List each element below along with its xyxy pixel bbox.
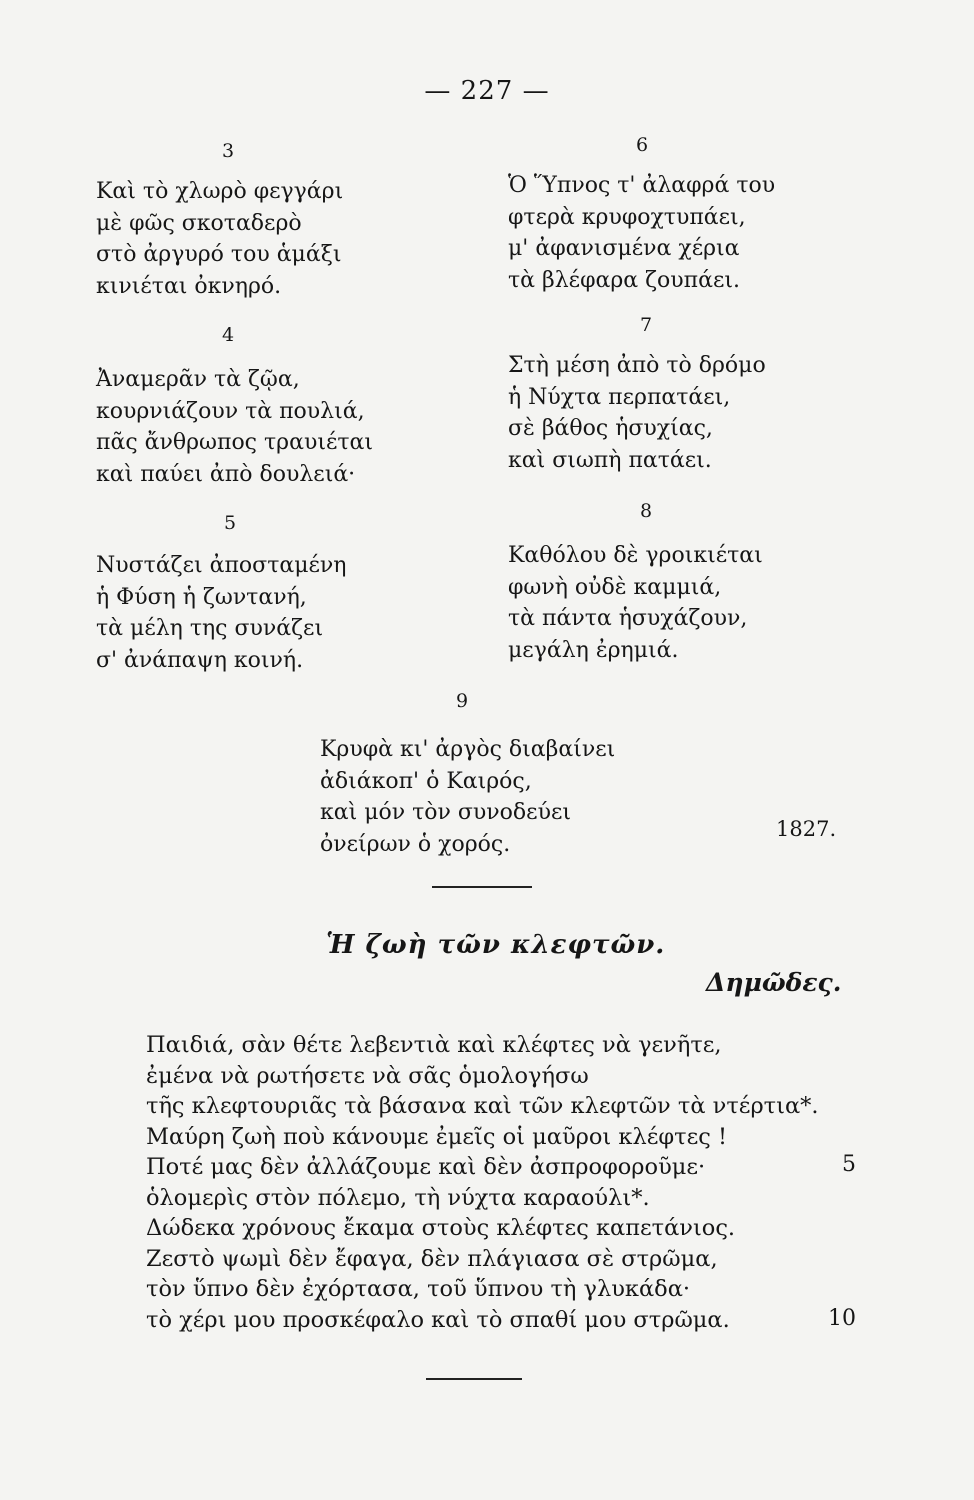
poem-line: Μαύρη ζωὴ ποὺ κάνουμε ἐμεῖς οἱ μαῦροι κλέφτες ! <box>146 1123 728 1150</box>
line-number-marker: 10 <box>828 1306 856 1331</box>
stanza-line: Νυστάζει ἀποσταμένη <box>96 553 347 578</box>
stanza-line: μεγάλη ἐρημιά. <box>508 637 679 663</box>
stanza-line: καὶ σιωπὴ πατάει. <box>508 447 712 473</box>
poem-line: τὸν ὕπνο δὲν ἐχόρτασα, τοῦ ὕπνου τὴ γλυκάδα· <box>146 1276 691 1302</box>
stanza-line: καὶ μόν τὸν συνοδεύει <box>320 800 571 825</box>
stanza-line: ἡ Νύχτα περπατάει, <box>508 384 731 410</box>
stanza-line: σὲ βάθος ἡσυχίας, <box>508 416 713 441</box>
poem-line: Δώδεκα χρόνους ἔκαμα στοὺς κλέφτες καπετάνιος. <box>146 1215 736 1241</box>
stanza-line: φωνὴ οὐδὲ καμμιά, <box>508 574 722 600</box>
divider-rule <box>432 886 532 888</box>
stanza-5 <box>96 512 456 676</box>
stanza-number: 3 <box>222 140 235 162</box>
stanza-line: κινιέται ὀκνηρό. <box>96 273 282 299</box>
poem-line: ἐμένα νὰ ρωτήσετε νὰ σᾶς ὁμολογήσω <box>146 1062 589 1089</box>
stanza-number: 5 <box>224 512 237 534</box>
poem-title: Ἡ ζωὴ τῶν κλεφτῶν. <box>326 930 666 960</box>
stanza-line: ἡ Φύση ἡ ζωντανή, <box>96 584 307 610</box>
stanza-line: ὀνείρων ὁ χορός. <box>320 831 511 857</box>
page-number: — 227 — <box>424 76 550 106</box>
stanza-line: σ' ἀνάπαψη κοινή. <box>96 647 304 673</box>
stanza-6 <box>508 134 868 296</box>
poem-body <box>146 1030 846 1335</box>
year: 1827. <box>776 817 837 841</box>
stanza-line: Ὁ Ὕπνος τ' ἀλαφρά του <box>508 173 776 198</box>
stanza-7 <box>508 314 868 476</box>
stanza-number: 6 <box>636 134 649 156</box>
stanza-line: Στὴ μέση ἀπὸ τὸ δρόμο <box>508 353 766 378</box>
poem-line: Παιδιά, σὰν θέτε λεβεντιὰ καὶ κλέφτες νὰ γενῆτε, <box>146 1032 722 1058</box>
stanza-line: τὰ βλέφαρα ζουπάει. <box>508 267 740 293</box>
stanza-line: τὰ μέλη της συνάζει <box>96 616 324 641</box>
poem-subtitle: Δημῶδες. <box>706 968 842 997</box>
poem-line: Ποτέ μας δὲν ἀλλάζουμε καὶ δὲν ἀσπροφοροῦμε· <box>146 1154 706 1180</box>
stanza-line: τὰ πάντα ἡσυχάζουν, <box>508 606 748 631</box>
poem-line: Ζεστὸ ψωμὶ δὲν ἔφαγα, δὲν πλάγιασα σὲ στρῶμα, <box>146 1245 718 1272</box>
stanza-4 <box>96 324 456 490</box>
stanza-number: 4 <box>222 324 235 346</box>
stanza-line: Καθόλου δὲ γροικιέται <box>508 543 763 568</box>
stanza-number: 7 <box>640 314 653 336</box>
stanza-line: Καὶ τὸ χλωρὸ φεγγάρι <box>96 179 344 204</box>
poem-line: τῆς κλεφτουριᾶς τὰ βάσανα καὶ τῶν κλεφτῶν τὰ ντέρτια*. <box>146 1093 819 1119</box>
stanza-line: Ἀναμερᾶν τὰ ζῷα, <box>96 367 300 392</box>
stanza-line: ἀδιάκοπ' ὁ Καιρός, <box>320 768 532 794</box>
stanza-9 <box>320 690 680 860</box>
stanza-number: 8 <box>640 500 653 522</box>
stanza-line: φτερὰ κρυφοχτυπάει, <box>508 204 746 230</box>
stanza-line: κουρνιάζουν τὰ πουλιά, <box>96 398 365 424</box>
stanza-line: στὸ ἀργυρό του ἁμάξι <box>96 242 342 267</box>
line-number-marker: 5 <box>842 1152 856 1177</box>
stanza-line: μ' ἀφανισμένα χέρια <box>508 236 740 261</box>
stanza-line: πᾶς ἄνθρωπος τραυιέται <box>96 430 374 455</box>
stanza-3 <box>96 140 456 302</box>
poem-line: ὁλομερὶς στὸν πόλεμο, τὴ νύχτα καραούλι*. <box>146 1184 650 1211</box>
stanza-line: καὶ παύει ἀπὸ δουλειά· <box>96 461 356 487</box>
poem-line: τὸ χέρι μου προσκέφαλο καὶ τὸ σπαθί μου στρῶμα. <box>146 1306 730 1333</box>
bottom-rule <box>426 1378 522 1380</box>
stanza-number: 9 <box>456 690 469 712</box>
stanza-8 <box>508 500 868 666</box>
stanza-line: Κρυφὰ κι' ἀργὸς διαβαίνει <box>320 737 616 762</box>
stanza-line: μὲ φῶς σκοταδερὸ <box>96 210 302 236</box>
